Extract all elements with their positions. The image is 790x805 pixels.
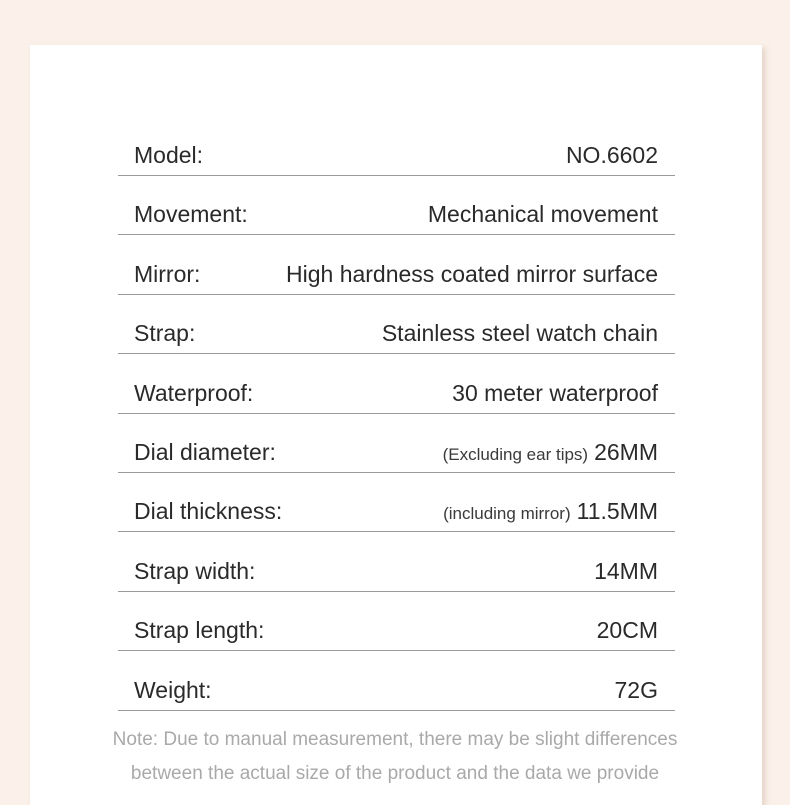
spec-label: Weight: — [134, 676, 212, 703]
spec-row-dial-diameter — [118, 415, 675, 473]
spec-row-strap-length — [118, 593, 675, 651]
footnote-line-2: between the actual size of the product and the data we provide — [130, 763, 660, 784]
spec-value: 11.5MM — [576, 498, 658, 525]
spec-label: Dial diameter: — [134, 438, 276, 465]
spec-value: 20CM — [596, 617, 658, 644]
spec-row-strap-width — [118, 534, 675, 592]
spec-value: Stainless steel watch chain — [381, 320, 658, 347]
spec-value-group — [597, 617, 658, 644]
spec-value: 72G — [614, 676, 658, 703]
spec-row-waterproof — [118, 356, 675, 414]
spec-row-weight — [118, 653, 675, 711]
spec-value-group — [382, 320, 658, 347]
spec-value-group — [566, 142, 658, 169]
footnote-line-1: Note: Due to manual measurement, there may be slight differences — [112, 729, 678, 750]
spec-value: High hardness coated mirror surface — [286, 260, 658, 287]
spec-value: NO.6602 — [565, 142, 658, 168]
spec-row-dial-thickness — [118, 474, 675, 532]
spec-value-group — [443, 439, 658, 466]
spec-row-strap — [118, 296, 675, 354]
spec-label: Strap length: — [134, 617, 265, 644]
spec-table — [118, 118, 675, 712]
spec-label: Mirror: — [134, 260, 201, 287]
spec-label: Model: — [134, 142, 204, 168]
spec-label: Strap: — [134, 320, 196, 347]
spec-label: Movement: — [134, 201, 248, 228]
spec-value-group — [286, 261, 658, 288]
spec-row-model — [118, 118, 675, 176]
spec-row-mirror — [118, 237, 675, 295]
spec-label: Dial thickness: — [134, 498, 283, 525]
spec-value-group — [594, 558, 658, 585]
spec-value-group — [443, 498, 658, 525]
spec-value: Mechanical movement — [427, 201, 658, 228]
spec-note: (Excluding ear tips) — [442, 444, 589, 464]
spec-value-group — [615, 677, 658, 704]
spec-note: (including mirror) — [443, 504, 571, 524]
spec-label: Strap width: — [134, 557, 256, 584]
spec-value-group — [428, 201, 658, 228]
spec-value-group — [452, 380, 658, 407]
spec-label: Waterproof: — [134, 379, 254, 406]
spec-value: 14MM — [594, 557, 658, 584]
spec-value: 26MM — [594, 438, 658, 465]
spec-row-movement — [118, 177, 675, 235]
spec-value: 30 meter waterproof — [452, 379, 658, 406]
